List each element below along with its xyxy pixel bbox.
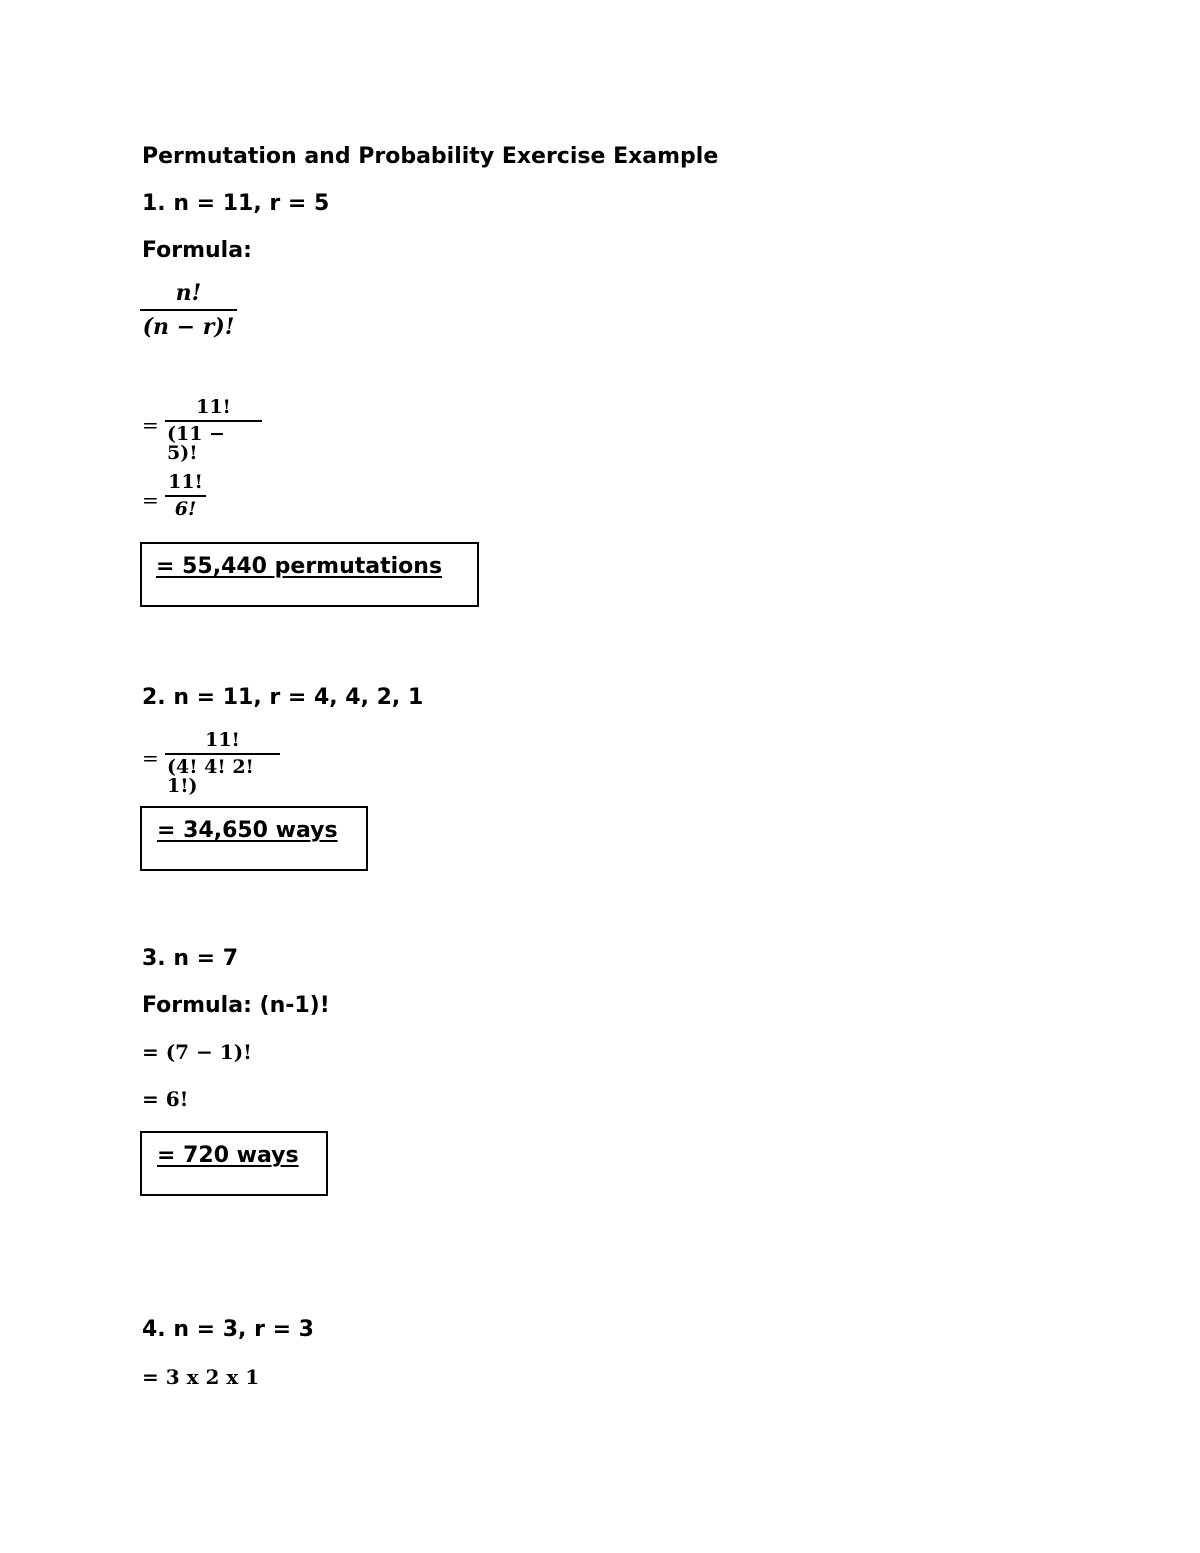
problem-1-formula-fraction: [140, 282, 237, 338]
step-2-denominator: 6!: [174, 498, 197, 520]
problem-3-heading: 3. n = 7: [142, 946, 239, 971]
formula-denominator: (n − r)!: [142, 314, 235, 340]
problem-1-formula-label: Formula:: [142, 238, 252, 263]
problem-1-step-2-equals: =: [142, 488, 159, 512]
problem-1-heading: 1. n = 11, r = 5: [142, 191, 330, 216]
problem-2-answer: = 34,650 ways: [157, 818, 338, 843]
problem-3-step-1: = (7 − 1)!: [142, 1040, 252, 1064]
problem-2-step-1-fraction: [165, 731, 280, 796]
problem-1-step-1-fraction: [165, 398, 262, 463]
problem-3-step-2: = 6!: [142, 1087, 189, 1111]
problem-3-formula-label: Formula: (n-1)!: [142, 993, 330, 1018]
problem-4-heading: 4. n = 3, r = 3: [142, 1317, 314, 1342]
step-1-numerator: 11!: [205, 729, 240, 751]
problem-4-step-1: = 3 x 2 x 1: [142, 1365, 260, 1389]
problem-2-step-1-equals: =: [142, 746, 159, 770]
problem-2-heading: 2. n = 11, r = 4, 4, 2, 1: [142, 685, 424, 710]
formula-numerator: n!: [175, 280, 202, 306]
step-1-denominator: (4! 4! 2! 1!): [167, 756, 254, 797]
problem-1-step-1-equals: =: [142, 413, 159, 437]
problem-3-answer: = 720 ways: [157, 1143, 299, 1168]
document-title: Permutation and Probability Exercise Example: [142, 144, 719, 169]
problem-1-answer: = 55,440 permutations: [156, 554, 443, 579]
step-2-numerator: 11!: [168, 471, 203, 493]
step-1-numerator: 11!: [196, 396, 231, 418]
problem-1-step-2-fraction: [165, 473, 206, 519]
step-1-denominator: (11 − 5)!: [167, 423, 225, 464]
